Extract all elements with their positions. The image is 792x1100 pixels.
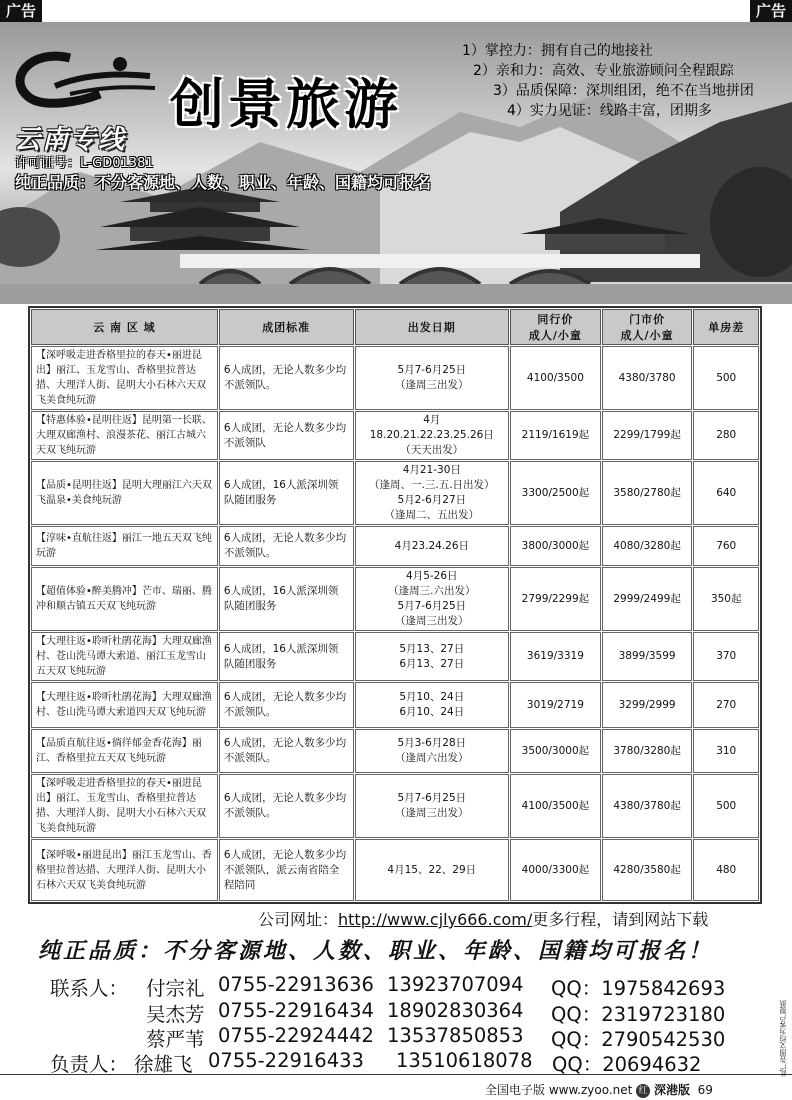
peer-price-cell: 3619/3319 — [510, 632, 601, 681]
peer-price-cell: 3800/3000起 — [510, 526, 601, 566]
route-cell: 【特惠体验•昆明往返】昆明第一长联、大理双廊渔村、浪漫茶花、丽江古城六天双飞纯玩游 — [31, 411, 218, 460]
group-standard-cell: 6人成团，无论人数多少均不派领队。 — [219, 682, 354, 728]
group-standard-cell: 6人成团，无论人数多少均不派领队，派云南省陪全程陪同 — [219, 839, 354, 901]
manager-mobile: 13510618078 — [396, 1049, 533, 1072]
banner — [0, 22, 792, 304]
route-cell: 【大理往返•聆听杜鹃花海】大理双廊渔村、苍山洗马谭大索道四天双飞纯玩游 — [31, 682, 218, 728]
departure-date-cell: 4月21-30日 （逢周、一.三.五.日出发） 5月2-6月27日 （逢周二、五出发） — [355, 461, 510, 525]
retail-price-cell: 4280/3580起 — [602, 839, 693, 901]
single-supplement-cell: 350起 — [693, 567, 759, 631]
contact-qq: QQ：2790542530 — [551, 1028, 726, 1051]
table-row — [31, 682, 759, 728]
route-cell: 【品质直航往返•徜徉郁金香花海】丽江、香格里拉五天双飞纯玩游 — [31, 729, 218, 773]
contact-name: 吴杰芳 — [146, 1003, 205, 1026]
website-label: 公司网址： — [258, 910, 339, 929]
departure-date-cell: 4月5-26日 （逢周三.六出发） 5月7-6月25日 （逢周三出发） — [355, 567, 510, 631]
departure-date-cell: 4月 18.20.21.22.23.25.26日 （天天出发） — [355, 411, 510, 460]
route-cell: 【深呼吸走进香格里拉的春天•丽进昆出】丽江、玉龙雪山、香格里拉普达措、大理洋人街、昆明大小石林六天双飞美食纯玩游 — [31, 346, 218, 410]
departure-date-cell: 5月3-6月28日 （逢周六出发） — [355, 729, 510, 773]
peer-price-cell: 3500/3000起 — [510, 729, 601, 773]
sub-brand: 云南专线 — [14, 125, 127, 155]
website-link[interactable]: http://www.cjly666.com/ — [338, 910, 533, 929]
single-supplement-cell: 500 — [693, 774, 759, 838]
table-row — [31, 774, 759, 838]
website-line — [258, 907, 708, 930]
contact-name: 蔡严苇 — [146, 1028, 205, 1051]
contacts-label: 联系人： — [50, 977, 129, 1000]
route-cell: 【品质•昆明往返】昆明大理丽江六天双飞温泉•美食纯玩游 — [31, 461, 218, 525]
retail-price-cell: 2999/2499起 — [602, 567, 693, 631]
ad-tag-left: 广告 — [0, 0, 42, 22]
retail-price-cell: 2299/1799起 — [602, 411, 693, 460]
footer-divider — [0, 1074, 792, 1075]
departure-date-cell: 5月7-6月25日 （逢周三出发） — [355, 346, 510, 410]
table-row — [31, 729, 759, 773]
header-departure-date: 出发日期 — [355, 309, 510, 345]
group-standard-cell: 6人成团，无论人数多少均不派领队。 — [219, 346, 354, 410]
manager-qq: QQ：20694632 — [552, 1053, 702, 1076]
departure-date-cell: 4月23.24.26日 — [355, 526, 510, 566]
contact-mobile: 13537850853 — [387, 1024, 524, 1047]
manager-name: 徐雄飞 — [134, 1053, 193, 1076]
route-cell: 【大理往返•聆听杜鹃花海】大理双廊渔村、苍山洗马谭大索道、丽江玉龙雪山五天双飞纯玩游 — [31, 632, 218, 681]
single-supplement-cell: 370 — [693, 632, 759, 681]
retail-price-cell: 4380/3780起 — [602, 774, 693, 838]
quality-statement: 纯正品质：不分客源地、人数、职业、年龄、国籍均可报名 — [15, 173, 432, 192]
table-row — [31, 567, 759, 631]
table-row — [31, 461, 759, 525]
single-supplement-cell: 500 — [693, 346, 759, 410]
manager-label: 负责人： — [50, 1053, 129, 1076]
departure-date-cell: 5月7-6月25日 （逢周三出发） — [355, 774, 510, 838]
selling-point: 3）品质保障：深圳组团，绝不在当地拼团 — [493, 83, 754, 99]
departure-date-cell: 5月10、24日 6月10、24日 — [355, 682, 510, 728]
table-header-row — [31, 309, 759, 345]
edition-text: 全国电子版 www.zyoo.net — [485, 1083, 633, 1097]
edition-badge: 红 — [636, 1084, 650, 1098]
group-standard-cell: 6人成团，无论人数多少均不派领队。 — [219, 729, 354, 773]
contact-phone: 0755-22924442 — [218, 1024, 374, 1047]
retail-price-cell: 3299/2999 — [602, 682, 693, 728]
table-row — [31, 839, 759, 901]
single-supplement-cell: 270 — [693, 682, 759, 728]
route-cell: 【超值体验•醉美腾冲】芒市、瑞丽、腾冲和顺古镇五天双飞纯玩游 — [31, 567, 218, 631]
single-supplement-cell: 280 — [693, 411, 759, 460]
selling-point: 1）掌控力：拥有自己的地接社 — [462, 43, 653, 59]
company-logo — [10, 50, 160, 110]
contact-phone: 0755-22913636 — [218, 973, 374, 996]
retail-price-cell: 4080/3280起 — [602, 526, 693, 566]
region-edition: 深港版 — [654, 1083, 691, 1097]
contact-mobile: 18902830364 — [387, 999, 524, 1022]
website-tail: 更多行程，请到网站下载 — [532, 910, 709, 929]
side-note: 此广告图文均为客户提供 — [779, 1000, 787, 1077]
table-row — [31, 526, 759, 566]
single-supplement-cell: 480 — [693, 839, 759, 901]
selling-point: 4）实力见证：线路丰富，团期多 — [507, 103, 712, 119]
header-peer-price: 同行价 成人/小童 — [510, 309, 601, 345]
contact-qq: QQ：1975842693 — [551, 977, 726, 1000]
header-group-standard: 成团标准 — [219, 309, 354, 345]
group-standard-cell: 6人成团，无论人数多少均不派领队 — [219, 411, 354, 460]
route-cell: 【深呼吸走进香格里拉的春天•丽进昆出】丽江、玉龙雪山、香格里拉普达措、大理洋人街、昆明大小石林六天双飞美食纯玩游 — [31, 774, 218, 838]
departure-date-cell: 5月13、27日 6月13、27日 — [355, 632, 510, 681]
table-row — [31, 411, 759, 460]
retail-price-cell: 4380/3780 — [602, 346, 693, 410]
group-standard-cell: 6人成团，16人派深圳领队随团服务 — [219, 461, 354, 525]
slogan: 纯正品质：不分客源地、人数、职业、年龄、国籍均可报名！ — [38, 939, 714, 964]
header-single-supplement: 单房差 — [693, 309, 759, 345]
peer-price-cell: 2119/1619起 — [510, 411, 601, 460]
table-row — [31, 346, 759, 410]
header-region: 云 南 区 域 — [31, 309, 218, 345]
retail-price-cell: 3580/2780起 — [602, 461, 693, 525]
group-standard-cell: 6人成团，16人派深圳领队随团服务 — [219, 567, 354, 631]
page-number: 69 — [697, 1083, 713, 1097]
contact-qq: QQ：2319723180 — [551, 1003, 726, 1026]
single-supplement-cell: 760 — [693, 526, 759, 566]
contact-phone: 0755-22916434 — [218, 999, 374, 1022]
contact-name: 付宗礼 — [146, 977, 205, 1000]
route-cell: 【深呼吸•丽进昆出】丽江玉龙雪山、香格里拉普达措、大理洋人街、昆明大小石林六天双飞美食纯玩游 — [31, 839, 218, 901]
ad-tag-right: 广告 — [750, 0, 792, 22]
selling-point: 2）亲和力：高效、专业旅游顾问全程跟踪 — [473, 63, 734, 79]
page-footer — [485, 1081, 713, 1098]
tour-price-table — [28, 306, 762, 904]
header-retail-price: 门市价 成人/小童 — [602, 309, 693, 345]
departure-date-cell: 4月15、22、29日 — [355, 839, 510, 901]
brand-name: 创景旅游 — [170, 72, 402, 136]
single-supplement-cell: 640 — [693, 461, 759, 525]
license-number: 许可证号：L-GD01381 — [15, 156, 154, 171]
manager-phone: 0755-22916433 — [208, 1049, 364, 1072]
peer-price-cell: 4100/3500起 — [510, 774, 601, 838]
peer-price-cell: 3300/2500起 — [510, 461, 601, 525]
group-standard-cell: 6人成团，无论人数多少均不派领队。 — [219, 774, 354, 838]
table-row — [31, 632, 759, 681]
group-standard-cell: 6人成团，16人派深圳领队随团服务 — [219, 632, 354, 681]
route-cell: 【淳味•直航往返】丽江一地五天双飞纯玩游 — [31, 526, 218, 566]
retail-price-cell: 3899/3599 — [602, 632, 693, 681]
peer-price-cell: 2799/2299起 — [510, 567, 601, 631]
retail-price-cell: 3780/3280起 — [602, 729, 693, 773]
peer-price-cell: 3019/2719 — [510, 682, 601, 728]
group-standard-cell: 6人成团，无论人数多少均不派领队。 — [219, 526, 354, 566]
single-supplement-cell: 310 — [693, 729, 759, 773]
peer-price-cell: 4000/3300起 — [510, 839, 601, 901]
contact-mobile: 13923707094 — [387, 973, 524, 996]
peer-price-cell: 4100/3500 — [510, 346, 601, 410]
